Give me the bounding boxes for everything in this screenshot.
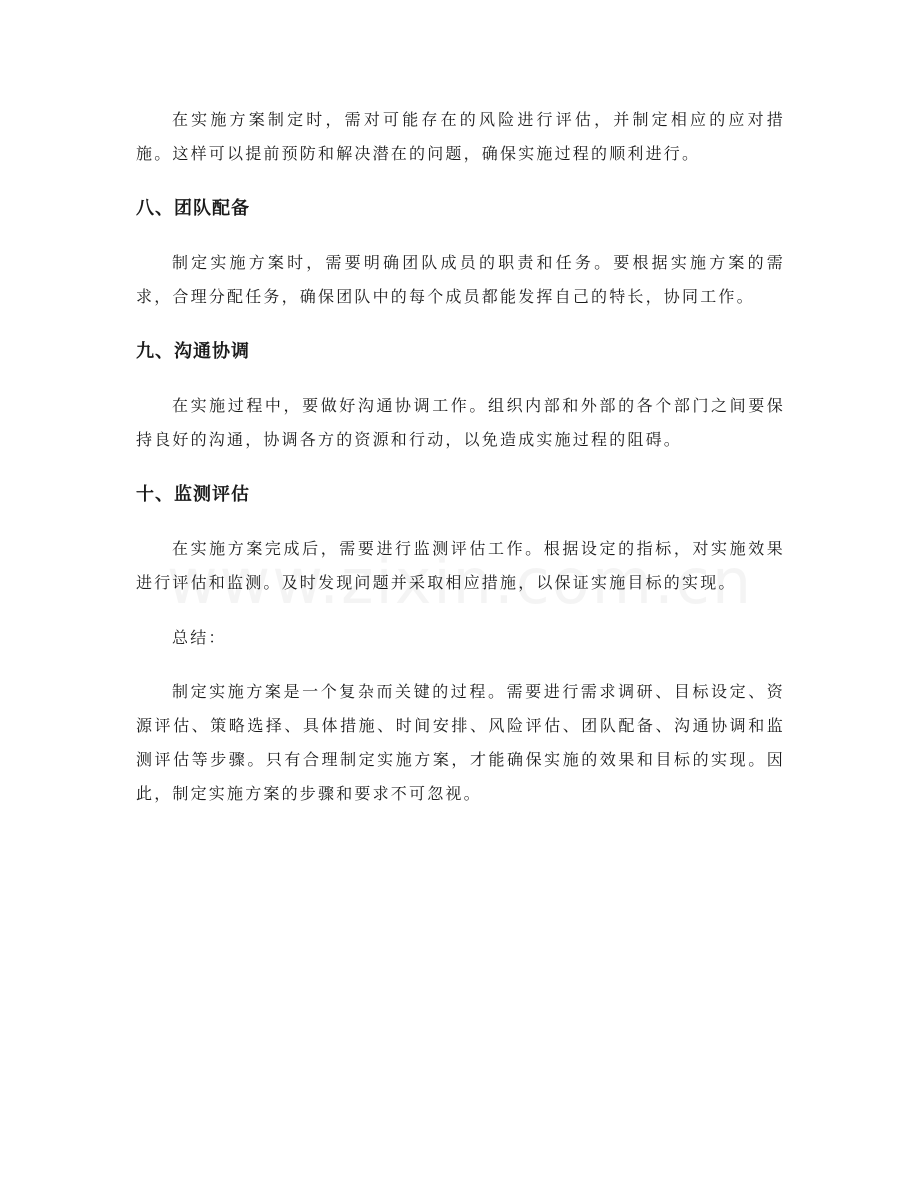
summary-label: 总结： (172, 628, 227, 647)
section-heading-monitoring: 十、监测评估 (136, 484, 250, 505)
section-heading-team: 八、团队配备 (136, 198, 250, 219)
section-body-communication: 在实施过程中，要做好沟通协调工作。组织内部和外部的各个部门之间要保持良好的沟通，协调各方的资源和行动，以免造成实施过程的阻碍。 (136, 396, 785, 449)
summary-paragraph: 制定实施方案是一个复杂而关键的过程。需要进行需求调研、目标设定、资源评估、策略选择、具体措施、时间安排、风险评估、团队配备、沟通协调和监测评估等步骤。只有合理制定实施方案，才能确保实施的效果和目标的实现。因此，制定实施方案的步骤和要求不可忽视。 (136, 682, 785, 803)
intro-paragraph: 在实施方案制定时，需对可能存在的风险进行评估，并制定相应的应对措施。这样可以提前预防和解决潜在的问题，确保实施过程的顺利进行。 (136, 110, 785, 163)
section-body-monitoring: 在实施方案完成后，需要进行监测评估工作。根据设定的指标，对实施效果进行评估和监测。及时发现问题并采取相应措施，以保证实施目标的实现。 (136, 539, 785, 592)
section-body-team: 制定实施方案时，需要明确团队成员的职责和任务。要根据实施方案的需求，合理分配任务，确保团队中的每个成员都能发挥自己的特长，协同工作。 (136, 253, 785, 306)
section-heading-communication: 九、沟通协调 (136, 341, 250, 362)
